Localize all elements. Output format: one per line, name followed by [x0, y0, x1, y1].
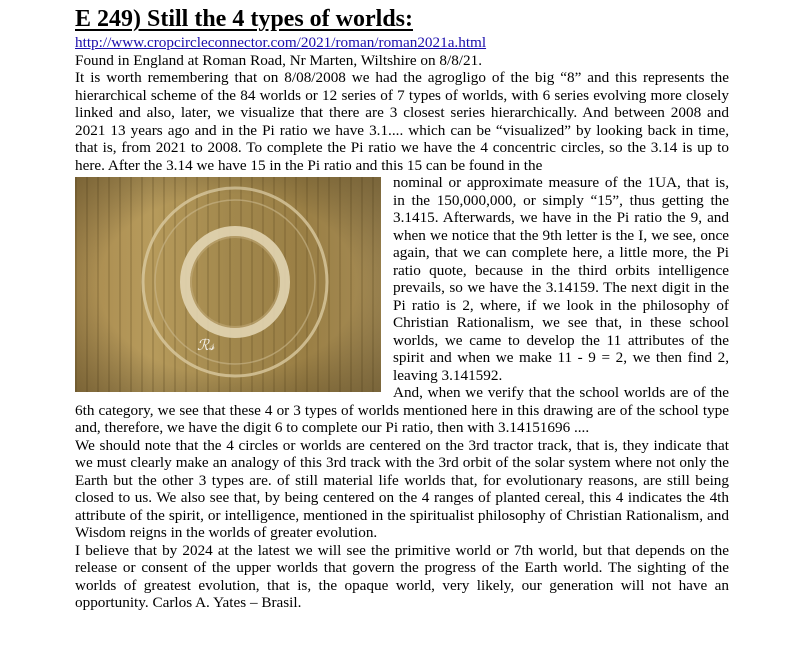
page-title: E 249) Still the 4 types of worlds: — [75, 6, 413, 32]
paragraph-1a: It is worth remembering that on 8/08/2008 we had the agrogligo of the big “8” and this represents the hierarchical scheme of the 84 worlds or 12 series of 7 types of worlds, with 6 series evolving more closely linked and also, later, we visualize that there are 3 closest series hierarchically. And between 2008 and 2021 13 years ago and in the Pi ratio we have 3.1.... which can be “visualized” by looking back in time, that is, from 2021 to 2008. To complete the Pi ratio we have the 4 concentric circles, so the 3.14 is up to here. After the 3.14 we have 15 in the Pi ratio and this 15 can be found in the — [75, 69, 729, 174]
document-page — [75, 6, 729, 612]
paragraph-1b: nominal or approximate measure of the 1UA, that is, in the 150,000,000, or simply “15”, thus getting the 3.1415. Afterwards, we have in the Pi ratio the 9, and when we notice that the 9th letter is the I, we see, once again, that we can complete here, a little more, the Pi ratio quote, because in the third orbits intelligence prevails, so we have the 3.14159. The next digit in the Pi ratio is 2, where, if we look in the philosophy of Christian Rationalism, we see that, in these school worlds, we came to develop the 11 attributes of the spirit and when we make 11 - 9 = 2, we then find 2, leaving 3.141592. — [393, 174, 729, 384]
concentric-circles-drawing — [75, 177, 381, 392]
photo-signature-logo: ℛ𝓈 — [197, 336, 215, 354]
paragraph-3: We should note that the 4 circles or worlds are centered on the 3rd tractor track, that is, they indicate that we must clearly make an analogy of this 3rd track with the 3rd orbit of the solar system where not only the Earth but the other 3 types are. of still material life worlds that, for evolutionary reasons, are still being closed to us. We also see that, by being centered on the 4 ranges of planted cereal, this 4 indicates the 4th attribute of the spirit, or intelligence, mentioned in the spiritualist philosophy of Christian Rationalism, and Wisdom reigns in the worlds of greater evolution. — [75, 436, 729, 541]
paragraph-2: And, when we verify that the school worlds are of the 6th category, we see that these 4 or 3 types of worlds mentioned here in this drawing are of the school type and, therefore, we have the digit 6 to complete our Pi ratio, then with 3.14151696 .... — [75, 384, 729, 436]
found-location: Found in England at Roman Road, Nr Marten, Wiltshire on 8/8/21. — [75, 51, 483, 69]
source-link[interactable]: http://www.cropcircleconnector.com/2021/roman/roman2021a.html — [75, 34, 487, 51]
paragraph-4: I believe that by 2024 at the latest we will see the primitive world or 7th world, but that depends on the release or consent of the upper worlds that govern the progress of the Earth world. The sighting of the worlds of greatest evolution, that is, the opaque world, very likely, our generation will not have an opportunity. Carlos A. Yates – Brasil. — [75, 541, 729, 611]
crop-circle-photo — [75, 177, 381, 392]
